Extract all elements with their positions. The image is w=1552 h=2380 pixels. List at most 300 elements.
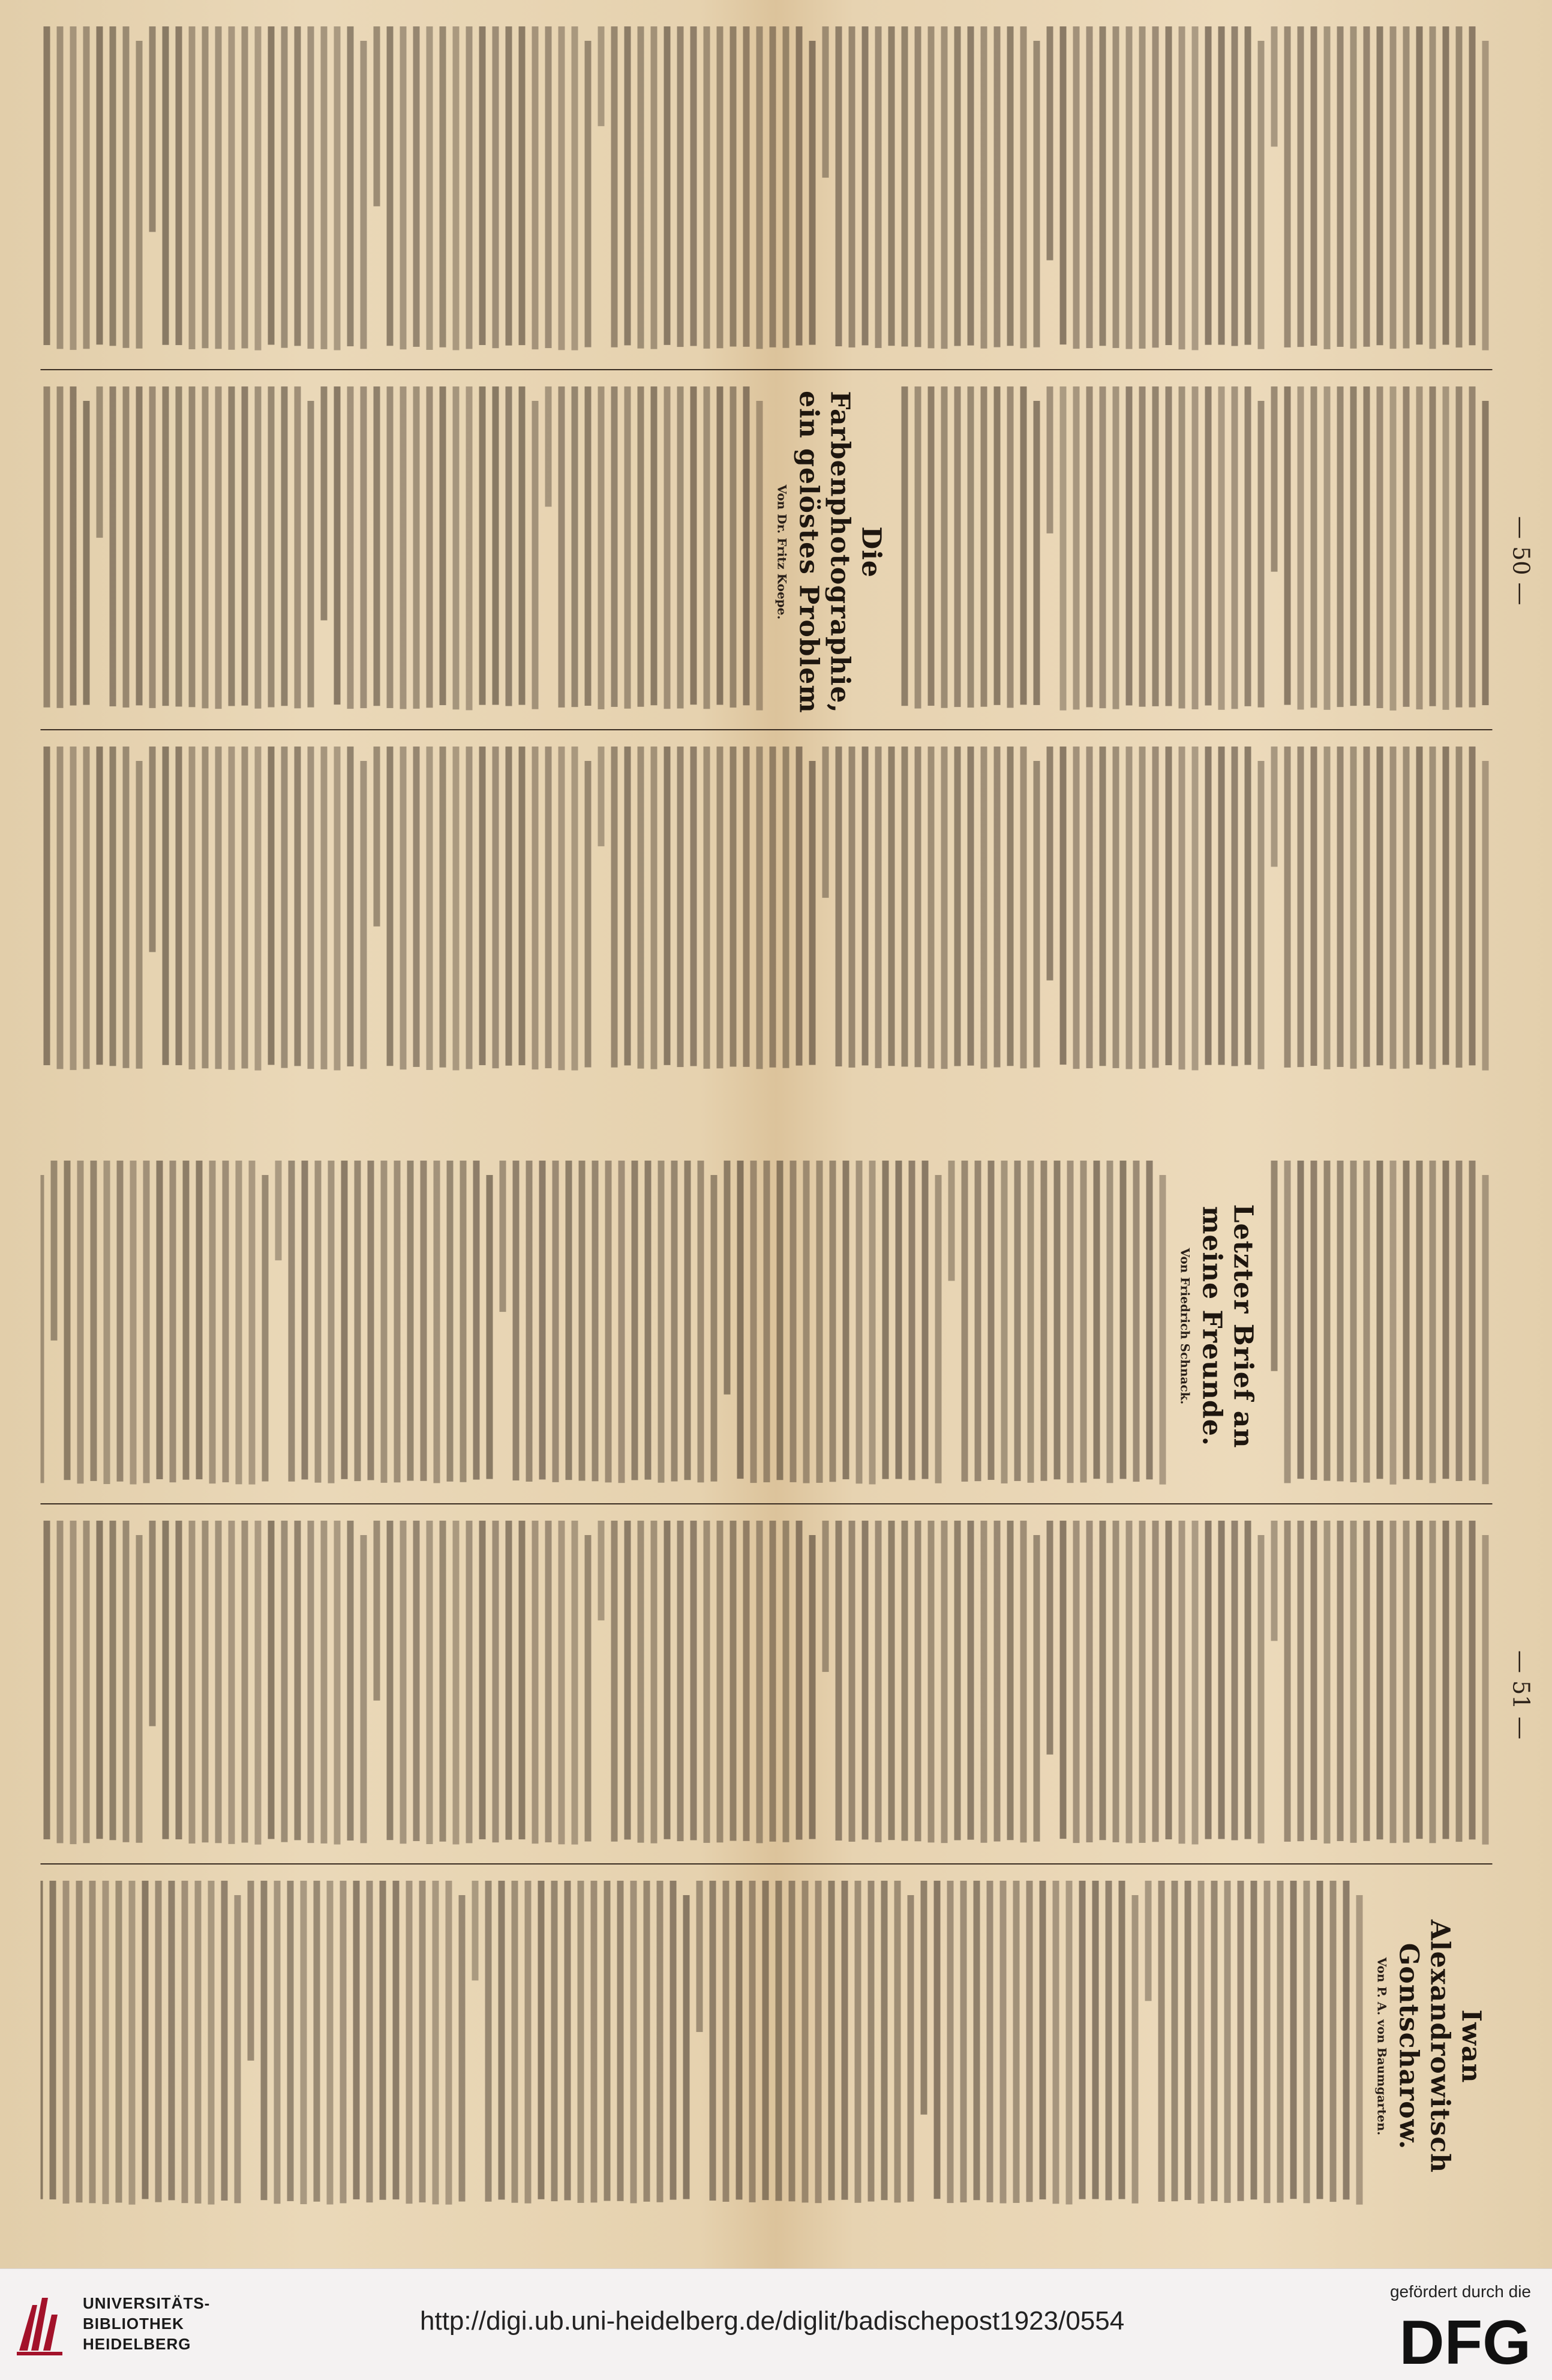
text-line: [1059, 747, 1066, 1065]
text-line: [90, 1161, 97, 1481]
text-line: [578, 1161, 585, 1480]
text-line: [598, 386, 604, 709]
text-line: [328, 1161, 334, 1483]
text-line: [392, 1881, 399, 2199]
text-line: [175, 26, 182, 345]
text-line: [89, 1881, 95, 2203]
text-line: [914, 747, 921, 1067]
page-number-50: [1508, 516, 1534, 606]
text-line: [867, 1881, 874, 2202]
text-line: [1350, 1521, 1356, 1843]
text-line: [294, 1521, 301, 1840]
text-line: [730, 26, 736, 347]
page-dash: —: [1508, 1716, 1534, 1740]
text-line: [736, 1881, 742, 2199]
text-line: [637, 386, 644, 707]
text-line: [1455, 747, 1462, 1068]
text-line: [1329, 1881, 1336, 2202]
text-line: [83, 26, 89, 349]
text-line: [835, 26, 842, 346]
text-line: [782, 26, 789, 348]
text-line: [149, 386, 155, 708]
text-line: [795, 1521, 802, 1840]
text-line: [1389, 26, 1396, 349]
column-text-block: [40, 1158, 1169, 1494]
text-line: [314, 1161, 321, 1483]
text-line: [848, 747, 855, 1068]
text-line: [1284, 1521, 1290, 1842]
text-line: [1297, 1521, 1304, 1841]
text-line: [1191, 26, 1198, 350]
text-line: [941, 386, 947, 708]
text-line: [1429, 386, 1436, 706]
text-line: [631, 1161, 638, 1480]
text-line: [102, 1881, 109, 2204]
page-number-right: 51: [1508, 1680, 1534, 1710]
text-line: [1455, 1161, 1462, 1481]
text-line: [1250, 1881, 1257, 2199]
text-line: [524, 1881, 531, 2204]
text-line: [551, 1881, 557, 2201]
text-line: [1469, 386, 1475, 708]
text-line: [961, 1161, 968, 1482]
text-line: [347, 747, 353, 1066]
column-article-2: [40, 1158, 1492, 1494]
text-line: [1139, 747, 1145, 1069]
text-line: [1112, 1521, 1119, 1842]
text-line: [96, 26, 103, 344]
text-line: [670, 1881, 676, 2200]
text-line: [83, 401, 89, 705]
text-line: [914, 26, 921, 347]
text-line: [1099, 26, 1106, 346]
text-line: [545, 747, 551, 1068]
text-line: [1152, 1521, 1158, 1842]
text-line: [1316, 1881, 1323, 2199]
text-line: [696, 1881, 703, 2032]
text-line: [1323, 26, 1330, 349]
text-line: [803, 1161, 809, 1483]
text-line: [426, 1521, 433, 1844]
text-line: [941, 26, 947, 349]
text-line: [1093, 1161, 1100, 1479]
text-line: [466, 386, 472, 710]
article-title: Letzter Brief an meine Freunde.: [1196, 1204, 1258, 1449]
text-line: [954, 1521, 960, 1840]
text-line: [1469, 747, 1475, 1065]
column-text-block: [40, 1518, 1492, 1854]
text-line: [248, 1161, 255, 1485]
viewer-footer: [0, 2268, 1552, 2380]
text-line: [656, 1881, 663, 2202]
text-line: [617, 1881, 623, 2201]
text-line: [70, 26, 76, 350]
text-line: [1099, 1521, 1106, 1840]
text-line: [1403, 1521, 1409, 1843]
text-line: [386, 386, 393, 708]
text-line: [1389, 386, 1396, 711]
text-line: [1191, 1521, 1198, 1844]
text-line: [1257, 1535, 1264, 1844]
text-line: [1389, 747, 1396, 1069]
text-line: [1455, 386, 1462, 708]
text-line: [1416, 747, 1422, 1065]
text-line: [987, 1161, 994, 1480]
column-rule: [40, 1863, 1492, 1865]
text-line: [1053, 1161, 1060, 1479]
text-line: [479, 747, 485, 1065]
text-line: [202, 747, 208, 1068]
text-line: [1363, 386, 1370, 706]
text-line: [743, 747, 749, 1067]
text-line: [313, 1881, 320, 2202]
text-line: [1416, 1521, 1422, 1839]
text-line: [1033, 761, 1040, 1068]
text-line: [169, 1161, 176, 1482]
page-dash: —: [1508, 582, 1534, 606]
text-line: [1323, 386, 1330, 710]
text-line: [664, 747, 670, 1065]
text-line: [1442, 1161, 1449, 1479]
text-line: [1297, 1161, 1304, 1479]
text-line: [1469, 1521, 1475, 1839]
text-line: [1343, 1881, 1349, 2199]
text-line: [914, 386, 921, 709]
text-line: [56, 747, 63, 1069]
text-line: [993, 386, 1000, 705]
text-line: [1046, 26, 1053, 260]
text-line: [1310, 1521, 1317, 1840]
text-line: [262, 1175, 268, 1482]
text-line: [869, 1161, 875, 1484]
text-line: [1052, 1881, 1059, 2204]
library-name-line-1: UNIVERSITÄTS-: [83, 2294, 211, 2312]
text-line: [241, 747, 248, 1068]
text-line: [162, 747, 169, 1065]
text-line: [1033, 1535, 1040, 1842]
text-line: [247, 1881, 254, 2061]
text-line: [83, 747, 89, 1069]
text-line: [360, 41, 367, 349]
text-line: [208, 1881, 214, 2205]
text-line: [188, 386, 195, 707]
text-line: [1086, 26, 1092, 348]
text-line: [326, 1881, 333, 2204]
text-line: [1033, 41, 1040, 347]
text-line: [756, 747, 763, 1069]
text-line: [788, 1881, 795, 2201]
text-line: [730, 1521, 736, 1841]
text-line: [1310, 747, 1317, 1066]
text-line: [1310, 1161, 1317, 1480]
text-line: [933, 1881, 940, 2199]
text-line: [756, 401, 763, 711]
text-line: [275, 1161, 281, 1260]
text-line: [294, 747, 301, 1066]
text-line: [954, 747, 960, 1066]
text-line: [136, 386, 142, 705]
text-line: [789, 1161, 796, 1482]
text-line: [592, 1161, 598, 1481]
text-line: [379, 1881, 386, 2200]
text-line: [664, 386, 670, 709]
text-line: [260, 1881, 267, 2200]
text-line: [703, 386, 710, 709]
text-line: [56, 26, 63, 349]
text-line: [1086, 386, 1092, 707]
text-line: [1165, 26, 1172, 345]
text-line: [1257, 41, 1264, 349]
text-line: [1403, 747, 1409, 1069]
text-line: [367, 1161, 374, 1480]
text-line: [162, 26, 169, 345]
text-line: [737, 1161, 743, 1479]
text-line: [1165, 1521, 1172, 1839]
text-line: [571, 747, 578, 1071]
text-line: [1152, 747, 1158, 1068]
text-line: [650, 747, 657, 1069]
text-line: [380, 1161, 387, 1483]
text-line: [136, 41, 142, 349]
text-line: [1059, 386, 1066, 711]
text-line: [1224, 1881, 1230, 2203]
text-line: [1205, 747, 1211, 1065]
text-line: [1237, 1881, 1244, 2201]
text-line: [1297, 26, 1304, 347]
text-line: [439, 26, 446, 347]
text-line: [763, 1161, 770, 1482]
text-line: [386, 747, 393, 1066]
text-line: [895, 1161, 902, 1479]
text-line: [215, 1521, 221, 1843]
text-line: [1363, 1521, 1370, 1841]
text-line: [882, 1161, 888, 1479]
text-line: [809, 1535, 815, 1839]
text-line: [954, 26, 960, 346]
column-text: [40, 1518, 1492, 1854]
text-line: [1337, 386, 1343, 707]
text-line: [1152, 386, 1158, 706]
text-line: [1067, 1161, 1073, 1483]
text-line: [1171, 1881, 1178, 2201]
text-line: [624, 1521, 631, 1839]
text-line: [128, 1881, 135, 2205]
text-line: [650, 1521, 657, 1844]
text-line: [1469, 26, 1475, 345]
page-number-51: [1508, 1650, 1534, 1740]
permalink-url[interactable]: http://digi.ub.uni-heidelberg.de/diglit/badischepost1923/0554: [420, 2306, 1125, 2336]
text-line: [1125, 26, 1132, 349]
text-line: [188, 26, 195, 349]
text-line: [618, 1161, 625, 1483]
text-line: [1416, 1161, 1422, 1480]
text-line: [228, 1521, 235, 1844]
text-lines: [40, 1518, 1492, 1854]
text-line: [1363, 1161, 1370, 1483]
text-line: [848, 26, 855, 347]
text-line: [320, 26, 327, 349]
text-line: [505, 386, 512, 706]
text-line: [558, 386, 565, 708]
text-line: [584, 41, 591, 347]
text-line: [50, 1161, 57, 1341]
text-line: [366, 1881, 373, 2202]
text-line: [782, 747, 789, 1068]
text-line: [1403, 1161, 1409, 1479]
text-line: [320, 747, 327, 1069]
text-line: [1231, 1521, 1238, 1841]
text-lines: [898, 384, 1492, 720]
text-line: [400, 747, 406, 1069]
text-line: [1133, 1161, 1139, 1482]
text-line: [426, 386, 433, 708]
text-line: [677, 386, 683, 709]
text-line: [1416, 26, 1422, 344]
library-name-line-2: BIBLIOTHEK: [83, 2315, 184, 2333]
text-line: [1257, 401, 1264, 708]
column-text-block: [892, 384, 1492, 720]
text-line: [630, 1881, 637, 2203]
text-line: [518, 26, 525, 345]
page-dash: —: [1508, 516, 1534, 539]
text-line: [1131, 1895, 1138, 2204]
text-line: [407, 1161, 413, 1481]
text-line: [532, 747, 538, 1069]
text-line: [1073, 386, 1079, 709]
text-line: [1020, 1521, 1026, 1842]
text-line: [545, 1521, 551, 1842]
text-line: [980, 26, 987, 349]
text-line: [776, 1161, 783, 1480]
text-line: [452, 747, 459, 1070]
text-line: [974, 1161, 981, 1481]
text-line: [1178, 747, 1185, 1069]
article-title: Die Farbenphotographie, ein gelöstes Problem: [793, 391, 886, 714]
text-line: [188, 1521, 195, 1844]
text-line: [967, 26, 974, 346]
text-line: [571, 386, 578, 707]
text-line: [1469, 1161, 1475, 1480]
text-line: [43, 26, 50, 345]
text-line: [769, 26, 776, 347]
text-line: [1040, 1161, 1047, 1481]
text-line: [801, 1881, 808, 2202]
text-line: [756, 26, 763, 349]
text-line: [1482, 1175, 1488, 1484]
text-line: [1482, 41, 1488, 350]
text-line: [690, 26, 697, 346]
text-line: [1403, 26, 1409, 349]
text-line: [228, 386, 235, 706]
text-line: [1218, 26, 1224, 345]
text-line: [743, 386, 749, 705]
text-line: [1482, 761, 1488, 1071]
text-line: [795, 747, 802, 1066]
text-line: [103, 1161, 110, 1484]
text-line: [400, 26, 406, 349]
text-line: [545, 26, 551, 348]
text-line: [400, 1521, 406, 1844]
text-line: [479, 386, 485, 705]
text-lines: [40, 1158, 1169, 1494]
text-line: [709, 1881, 716, 2201]
text-line: [1350, 26, 1356, 349]
text-line: [848, 1521, 855, 1842]
text-line: [1231, 26, 1238, 346]
text-line: [56, 1521, 63, 1843]
text-line: [1184, 1881, 1191, 2200]
text-line: [888, 1521, 894, 1840]
text-line: [386, 26, 393, 346]
text-line: [1014, 1161, 1020, 1481]
text-line: [604, 1881, 610, 2201]
dfg-logo-text: DFG: [1399, 2311, 1531, 2371]
text-line: [1455, 1521, 1462, 1842]
dfg-logo-icon: [1351, 2311, 1531, 2371]
text-line: [1073, 1521, 1079, 1843]
text-line: [901, 386, 908, 706]
text-line: [816, 1161, 822, 1483]
text-line: [40, 1175, 44, 1483]
text-line: [109, 1521, 116, 1840]
text-line: [518, 386, 525, 705]
text-line: [716, 1521, 723, 1842]
text-line: [175, 1521, 182, 1839]
text-line: [1105, 1881, 1112, 2201]
text-line: [532, 26, 538, 349]
text-line: [518, 1521, 525, 1839]
text-line: [716, 26, 723, 348]
text-line: [473, 1161, 479, 1480]
text-line: [307, 747, 314, 1069]
text-line: [115, 1881, 122, 2202]
text-line: [730, 386, 736, 708]
text-line: [986, 1881, 993, 2202]
text-line: [875, 1521, 881, 1842]
text-line: [1482, 1535, 1488, 1845]
text-line: [888, 747, 894, 1066]
column-text-block: [1264, 1158, 1492, 1494]
text-line: [901, 1521, 908, 1841]
text-line: [854, 1881, 861, 2203]
text-line: [690, 1521, 697, 1841]
text-line: [861, 747, 868, 1065]
text-line: [466, 26, 472, 349]
text-line: [1337, 1161, 1343, 1481]
text-line: [703, 26, 710, 349]
text-line: [1455, 26, 1462, 347]
text-line: [288, 1161, 295, 1482]
text-line: [756, 1521, 763, 1843]
text-line: [1119, 1161, 1126, 1479]
text-line: [697, 1161, 704, 1482]
text-line: [980, 386, 987, 707]
text-line: [76, 1881, 82, 2202]
text-line: [83, 1521, 89, 1843]
text-line: [340, 1881, 346, 2203]
text-line: [215, 386, 221, 709]
text-line: [1442, 747, 1449, 1065]
text-line: [347, 386, 353, 709]
text-line: [1284, 386, 1290, 705]
text-line: [149, 1521, 155, 1726]
text-line: [426, 26, 433, 350]
text-line: [1118, 1881, 1125, 2199]
text-line: [1059, 26, 1066, 344]
text-line: [222, 1161, 229, 1482]
text-line: [452, 386, 459, 709]
text-line: [967, 747, 974, 1066]
